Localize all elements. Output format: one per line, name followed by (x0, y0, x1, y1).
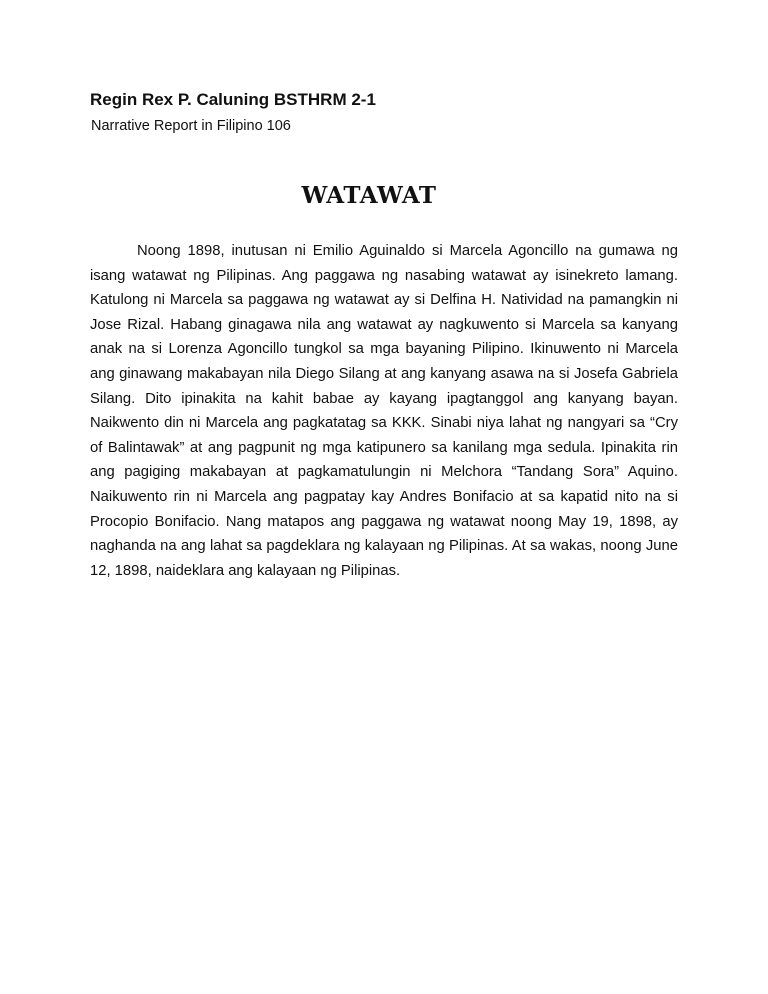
report-subtitle: Narrative Report in Filipino 106 (91, 118, 291, 134)
narrative-paragraph: Noong 1898, inutusan ni Emilio Aguinaldo si Marcela Agoncillo na gumawa ng isang watawat ng Pilipinas. Ang paggawa ng nasabing watawat ay isinekreto lamang. Katulong ni Marcela sa paggawa ng watawat ay si Delfina H. Natividad na pamangkin ni Jose Rizal. Habang ginagawa nila ang watawat ay nagkuwento si Marcela sa kanyang anak na si Lorenza Agoncillo tungkol sa mga bayaning Pilipino. Ikinuwento ni Marcela ang ginawang makabayan nila Diego Silang at ang kanyang asawa na si Josefa Gabriela Silang. Dito ipinakita na kahit babae ay kayang ipagtanggol ang kanyang bayan. Naikwento din ni Marcela ang pagkatatag sa KKK. Sinabi niya lahat ng nangyari sa “Cry of Balintawak” at ang pagpunit ng mga katipunero sa kanilang mga sedula. Ipinakita rin ang pagiging makabayan at pagkamatulungin ni Melchora “Tandang Sora” Aquino. Naikuwento rin ni Marcela ang pagpatay kay Andres Bonifacio at sa kapatid nito na si Procopio Bonifacio. Nang matapos ang paggawa ng watawat noong May 19, 1898, ay naghanda na ang lahat sa pagdeklara ng kalayaan ng Pilipinas. At sa wakas, noong June 12, 1898, naideklara ang kalayaan ng Pilipinas. (90, 243, 678, 579)
document-title: WATAWAT (301, 182, 437, 209)
author-line: Regin Rex P. Caluning BSTHRM 2-1 (90, 90, 376, 109)
